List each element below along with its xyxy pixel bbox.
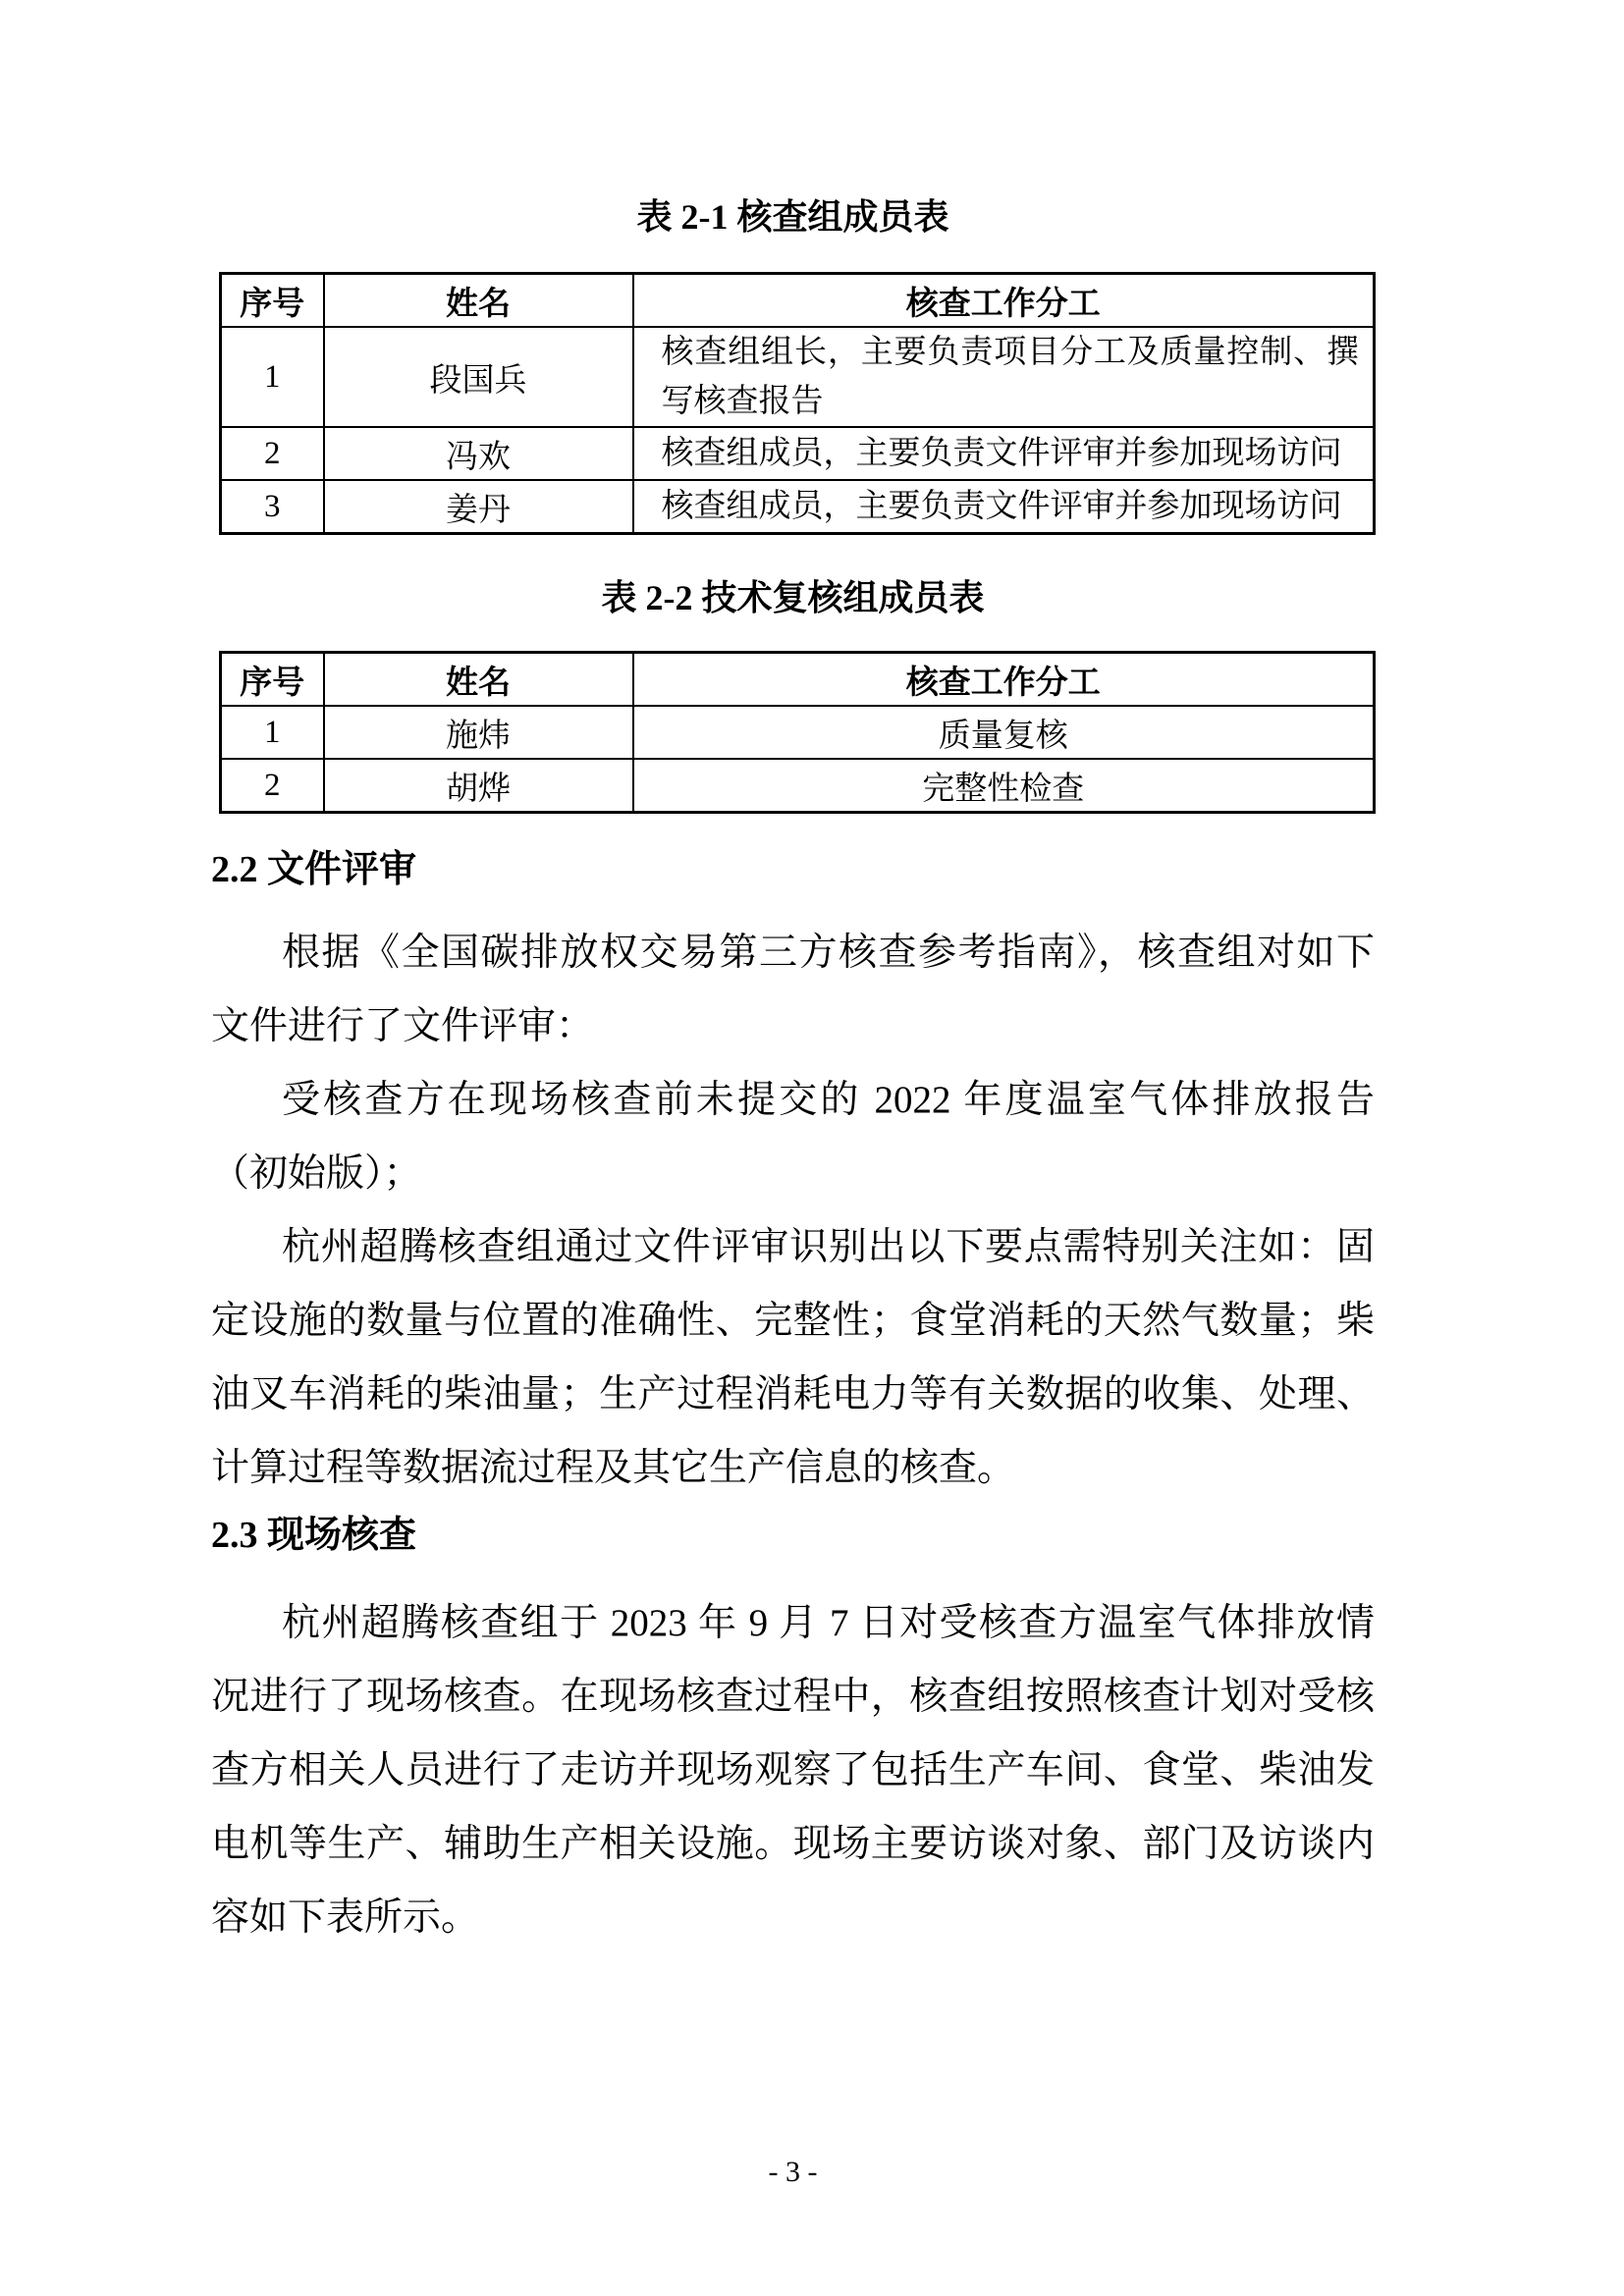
table-row <box>221 327 1375 427</box>
section-heading-2-3: 2.3 现场核查 <box>211 1515 417 1556</box>
cell-duty: 核查组成员，主要负责文件评审并参加现场访问 <box>633 427 1375 480</box>
body-line: 查方相关人员进行了走访并现场观察了包括生产车间、食堂、柴油发 <box>211 1749 1375 1791</box>
cell-duty: 完整性检查 <box>633 759 1375 813</box>
table-header-row <box>221 274 1375 328</box>
table-2-1-title: 表 2-1 核查组成员表 <box>636 197 949 237</box>
body-line: （初始版）； <box>211 1152 422 1195</box>
table-row <box>221 759 1375 813</box>
cell-no: 1 <box>221 706 324 759</box>
body-line: 况进行了现场核查。在现场核查过程中，核查组按照核查计划对受核 <box>211 1676 1375 1718</box>
table-row <box>221 480 1375 534</box>
cell-name: 姜丹 <box>324 480 633 534</box>
header-name: 姓名 <box>324 653 633 707</box>
body-line: 受核查方在现场核查前未提交的 2022 年度温室气体排放报告 <box>282 1079 1375 1121</box>
page-number: - 3 - <box>768 2156 818 2188</box>
technical-review-team-table <box>219 651 1376 814</box>
body-line: 电机等生产、辅助生产相关设施。现场主要访谈对象、部门及访谈内 <box>211 1823 1375 1865</box>
body-line: 杭州超腾核查组于 2023 年 9 月 7 日对受核查方温室气体排放情 <box>282 1602 1375 1644</box>
header-no: 序号 <box>221 653 324 707</box>
header-duty: 核查工作分工 <box>633 274 1375 328</box>
header-duty: 核查工作分工 <box>633 653 1375 707</box>
section-heading-2-2: 2.2 文件评审 <box>211 849 417 890</box>
body-line: 根据《全国碳排放权交易第三方核查参考指南》，核查组对如下 <box>282 932 1375 974</box>
body-line: 文件进行了文件评审： <box>211 1005 595 1047</box>
verification-team-table <box>219 272 1376 535</box>
cell-no: 2 <box>221 759 324 813</box>
table-header-row <box>221 653 1375 707</box>
cell-no: 3 <box>221 480 324 534</box>
section-2-2-body <box>211 916 1375 1505</box>
cell-duty: 核查组组长，主要负责项目分工及质量控制、撰写核查报告 <box>633 327 1375 427</box>
cell-no: 2 <box>221 427 324 480</box>
body-line: 容如下表所示。 <box>211 1896 480 1939</box>
body-line: 油叉车消耗的柴油量；生产过程消耗电力等有关数据的收集、处理、 <box>211 1373 1375 1415</box>
table-row <box>221 706 1375 759</box>
body-line: 杭州超腾核查组通过文件评审识别出以下要点需特别关注如：固 <box>282 1226 1375 1268</box>
cell-name: 冯欢 <box>324 427 633 480</box>
cell-duty: 核查组成员，主要负责文件评审并参加现场访问 <box>633 480 1375 534</box>
header-name: 姓名 <box>324 274 633 328</box>
cell-no: 1 <box>221 327 324 427</box>
body-line: 计算过程等数据流过程及其它生产信息的核查。 <box>211 1447 1016 1489</box>
cell-name: 施炜 <box>324 706 633 759</box>
body-line: 定设施的数量与位置的准确性、完整性；食堂消耗的天然气数量；柴 <box>211 1300 1375 1342</box>
section-2-3-body <box>211 1586 1375 1954</box>
cell-name: 段国兵 <box>324 327 633 427</box>
header-no: 序号 <box>221 274 324 328</box>
table-row <box>221 427 1375 480</box>
cell-name: 胡烨 <box>324 759 633 813</box>
cell-duty: 质量复核 <box>633 706 1375 759</box>
table-2-2-title: 表 2-2 技术复核组成员表 <box>601 578 985 617</box>
